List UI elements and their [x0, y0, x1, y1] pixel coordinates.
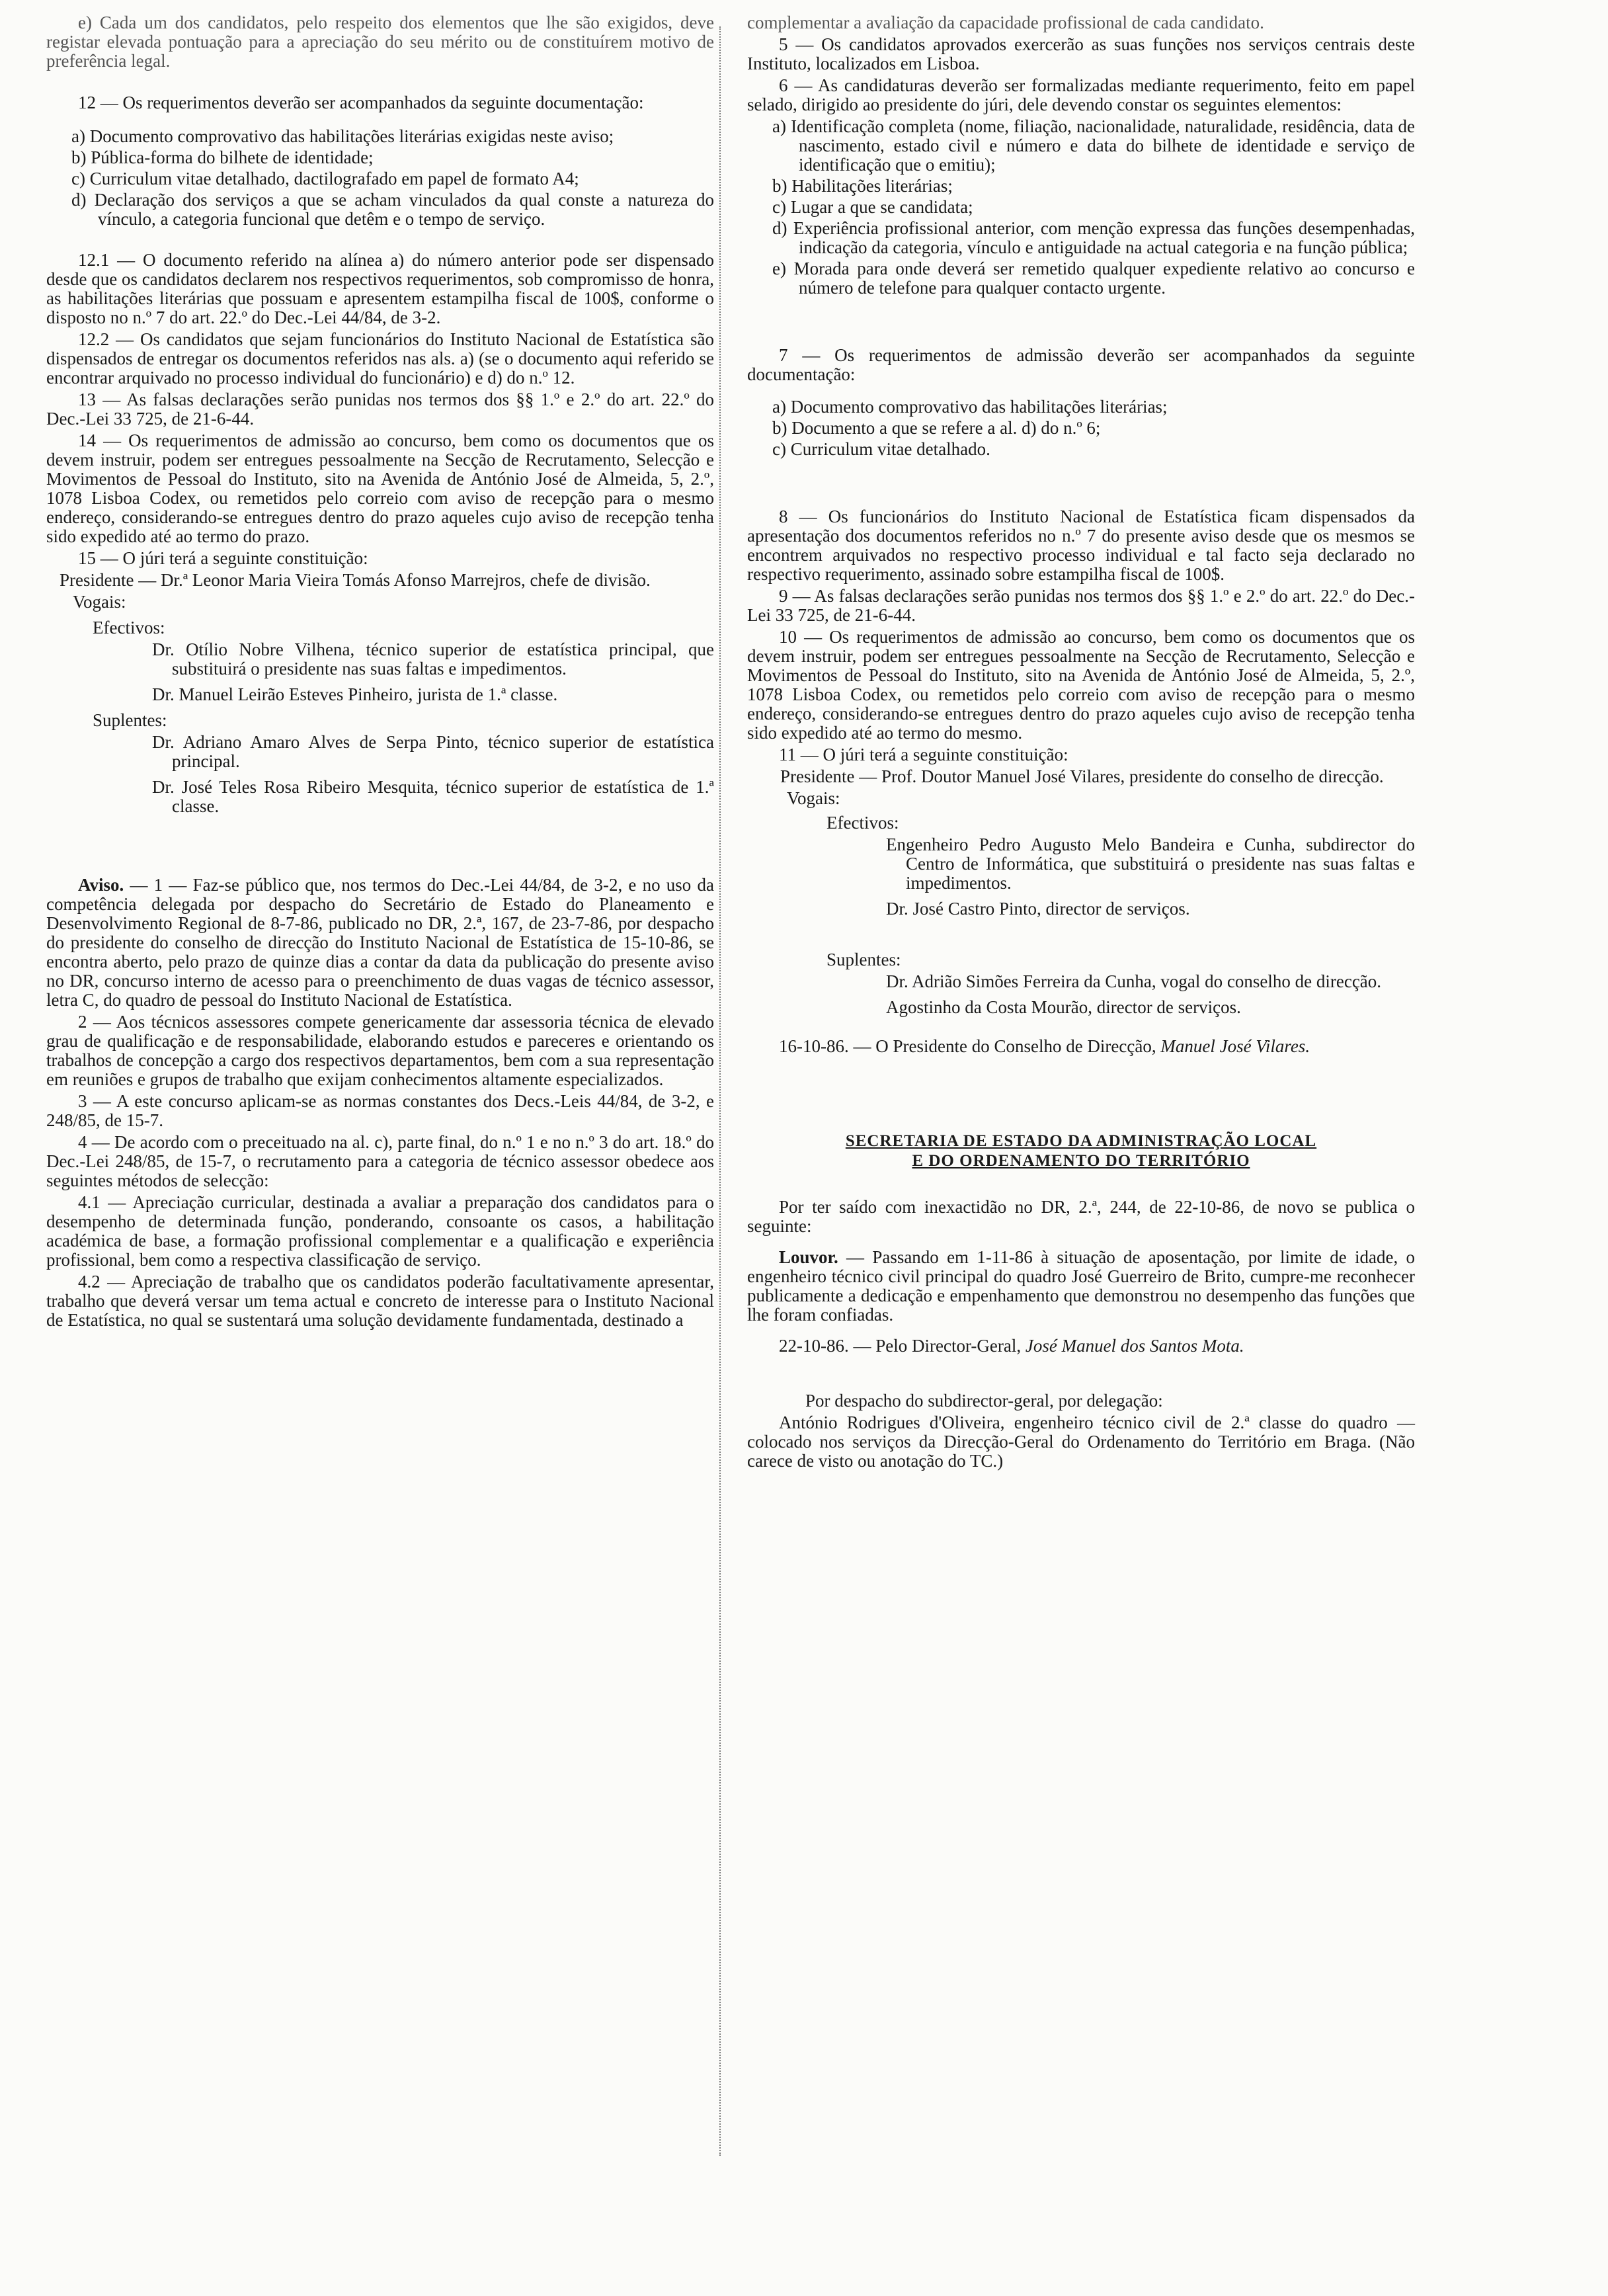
aviso-1: Aviso. — 1 — Faz-se público que, nos termos do Dec.-Lei 44/84, de 3-2, e no uso da competência delegada por despacho do Secretário de Estado do Planeamento e Desenvolvimento Regional de 8-7-86, publicado no DR, 2.ª, 167, de 23-7-86, por despacho do presidente do conselho de direcção do Instituto Nacional de Estatística de 15-10-86, se encontra aberto, pelo prazo de quinze dias a contar da data da publicação do presente aviso no DR, concurso interno de acesso para o preenchimento de duas vagas de técnico assessor, letra C, do quadro de pessoal do Instituto Nacional de Estatística.	[46, 875, 714, 1010]
p6-item-b: b) Habilitações literárias;	[772, 176, 953, 196]
aviso-3: 3 — A este concurso aplicam-se as normas constantes dos Decs.-Leis 44/84, de 3-2, e 248/85, de 15-7.	[46, 1091, 714, 1130]
jury-president: Presidente — Dr.ª Leonor Maria Vieira Tomás Afonso Marrejros, chefe de divisão.	[60, 570, 651, 590]
suplente-member: Dr. Adriano Amaro Alves de Serpa Pinto, técnico superior de estatística principal.	[152, 732, 714, 771]
paragraph-8: 8 — Os funcionários do Instituto Nacional de Estatística ficam dispensados da apresentação dos documentos referidos no n.º 7 do presente aviso desde que os mesmos se encontrem arquivados no respectivo processo individual e tal facto seja declarado no respectivo requerimento, assinado sobre estampilha fiscal de 100$.	[747, 507, 1415, 584]
p12-item-c: c) Curriculum vitae detalhado, dactilografado em papel de formato A4;	[71, 169, 579, 188]
vogais-label: Vogais:	[73, 592, 126, 612]
despacho-heading: Por despacho do subdirector-geral, por delegação:	[805, 1391, 1163, 1411]
efetivo-member: Dr. Manuel Leirão Esteves Pinheiro, jurista de 1.ª classe.	[152, 684, 558, 704]
p7-item-b: b) Documento a que se refere a al. d) do n.º 6;	[772, 418, 1101, 438]
p6-item-c: c) Lugar a que se candidata;	[772, 197, 973, 217]
despacho-text: António Rodrigues d'Oliveira, engenheiro técnico civil de 2.ª classe do quadro — colocado nos serviços da Direcção-Geral do Ordenamento do Território em Braga. (Não carece de visto ou anotação do TC.)	[747, 1413, 1415, 1471]
paragraph-12: 12 — Os requerimentos deverão ser acompanhados da seguinte documentação:	[78, 93, 644, 112]
suplente-member: Dr. Adrião Simões Ferreira da Cunha, vogal do conselho de direcção.	[886, 971, 1382, 991]
left-column	[46, 13, 714, 1332]
paragraph-12-1: 12.1 — O documento referido na alínea a) do número anterior pode ser dispensado desde que os candidatos declarem nos respectivos requerimentos, sob compromisso de honra, as habilitações literárias que possuam e apresentem estampilha fiscal de 100$, conforme o disposto no n.º 7 do art. 22.º do Dec.-Lei 44/84, de 3-2.	[46, 250, 714, 327]
paragraph-12-2: 12.2 — Os candidatos que sejam funcionários do Instituto Nacional de Estatística são dispensados de entregar os documentos referidos nas als. a) (se o documento aqui referido se encontrar arquivado no processo individual do funcionário) e d) do n.º 12.	[46, 329, 714, 388]
paragraph-9: 9 — As falsas declarações serão punidas nos termos dos §§ 1.º e 2.º do art. 22.º do Dec.-Lei 33 725, de 21-6-44.	[747, 586, 1415, 625]
paragraph-15: 15 — O júri terá a seguinte constituição:	[78, 548, 368, 568]
aviso-4: 4 — De acordo com o preceituado na al. c), parte final, do n.º 1 e no n.º 3 do art. 18.º do Dec.-Lei 248/85, de 15-7, o recrutamento para a categoria de técnico assessor obedece aos seguintes métodos de selecção:	[46, 1132, 714, 1190]
suplentes-label: Suplentes:	[93, 710, 167, 730]
aviso-2: 2 — Aos técnicos assessores compete genericamente dar assessoria técnica de elevado grau de qualificação e de responsabilidade, elaborando estudos e pareceres e orientando os trabalhos de concepção a cargo dos respectivos departamentos, bem com a sua representação em reuniões e grupos de trabalho que exijam conhecimentos altamente especializados.	[46, 1012, 714, 1089]
p12-item-a: a) Documento comprovativo das habilitações literárias exigidas neste aviso;	[71, 126, 614, 146]
signature-line: 16-10-86. — O Presidente do Conselho de Direcção, Manuel José Vilares.	[779, 1036, 1310, 1056]
section-title: SECRETARIA DE ESTADO DA ADMINISTRAÇÃO LOCAL	[845, 1132, 1317, 1150]
column-divider	[719, 26, 721, 2156]
p12-item-b: b) Pública-forma do bilhete de identidade;	[71, 147, 374, 167]
paragraph-13: 13 — As falsas declarações serão punidas nos termos dos §§ 1.º e 2.º do art. 22.º do Dec.-Lei 33 725, de 21-6-44.	[46, 390, 714, 429]
vogais-label: Vogais:	[787, 788, 840, 808]
p6-item-a: a) Identificação completa (nome, filiação, nacionalidade, naturalidade, residência, data de nascimento, estado civil e número e data do bilhete de identidade e serviço de identificação que o emitiu);	[772, 116, 1416, 175]
p6-item-e: e) Morada para onde deverá ser remetido qualquer expediente relativo ao concurso e número de telefone para qualquer contacto urgente.	[772, 259, 1415, 298]
paragraph-7: 7 — Os requerimentos de admissão deverão ser acompanhados da seguinte documentação:	[747, 345, 1415, 384]
efetivo-member: Dr. José Castro Pinto, director de serviços.	[886, 899, 1190, 919]
p12-item-d: d) Declaração dos serviços a que se acham vinculados da qual conste a natureza do vínculo, a categoria funcional que detêm e o tempo de serviço.	[71, 190, 715, 229]
efetivo-member: Engenheiro Pedro Augusto Melo Bandeira e Cunha, subdirector do Centro de Informática, que substituirá o presidente nas suas faltas e impedimentos.	[886, 835, 1415, 893]
p6-item-d: d) Experiência profissional anterior, com menção expressa das funções desempenhadas, indicação da categoria, vínculo e antiguidade na actual categoria e na função pública;	[772, 218, 1415, 257]
aviso-4-1: 4.1 — Apreciação curricular, destinada a avaliar a preparação dos candidatos para o desempenho de determinada função, ponderando, consoante os casos, a habilitação académica de base, a formação profissional complementar e a qualificação e experiência profissional, bem como a respectiva classificação de serviço.	[46, 1192, 714, 1270]
section-title: E DO ORDENAMENTO DO TERRITÓRIO	[912, 1152, 1250, 1170]
efetivos-label: Efectivos:	[93, 618, 165, 637]
paragraph-6: 6 — As candidaturas deverão ser formalizadas mediante requerimento, feito em papel selado, dirigido ao presidente do júri, dele devendo constar os seguintes elementos:	[747, 75, 1415, 114]
suplente-member: Agostinho da Costa Mourão, director de serviços.	[886, 997, 1241, 1017]
right-continuation: complementar a avaliação da capacidade profissional de cada candidato.	[747, 13, 1264, 32]
louvor-paragraph: Louvor. — Passando em 1-11-86 à situação de aposentação, por limite de idade, o engenheiro técnico civil principal do quadro José Guerreiro de Brito, cumpre-me reconhecer publicamente a dedicação e empenhamento que demonstrou no desempenho das funções que lhe foram confiadas.	[747, 1247, 1415, 1325]
paragraph-5: 5 — Os candidatos aprovados exercerão as suas funções nos serviços centrais deste Instituto, localizados em Lisboa.	[747, 34, 1415, 73]
efetivos-label: Efectivos:	[826, 813, 899, 833]
paragraph-10: 10 — Os requerimentos de admissão ao concurso, bem como os documentos que os devem instruir, podem ser entregues pessoalmente na Secção de Recrutamento, Selecção e Movimentos de Pessoal do Instituto, sito na Avenida de António José de Almeida, 5, 2.º, 1078 Lisboa Codex, ou remetidos pelo correio com aviso de recepção para o mesmo endereço, considerando-se entregues dentro do prazo aqueles cujo aviso de recepção tenha sido expedido até ao termo do mesmo.	[747, 627, 1415, 743]
suplente-member: Dr. José Teles Rosa Ribeiro Mesquita, técnico superior de estatística de 1.ª classe.	[152, 777, 714, 816]
correction-note: Por ter saído com inexactidão no DR, 2.ª, 244, de 22-10-86, de novo se publica o seguinte:	[747, 1197, 1415, 1236]
paragraph-14: 14 — Os requerimentos de admissão ao concurso, bem como os documentos que os devem instruir, podem ser entregues pessoalmente na Secção de Recrutamento, Selecção e Movimentos de Pessoal do Instituto, sito na Avenida de António José de Almeida, 5, 2.º, 1078 Lisboa Codex, ou remetidos pelo correio com aviso de recepção para o mesmo endereço, considerando-se entregues dentro do prazo aqueles cujo aviso de recepção tenha sido expedido até ao termo do prazo.	[46, 430, 714, 546]
p7-item-a: a) Documento comprovativo das habilitações literárias;	[772, 397, 1168, 417]
p7-item-c: c) Curriculum vitae detalhado.	[772, 439, 990, 459]
aviso-4-2: 4.2 — Apreciação de trabalho que os candidatos poderão facultativamente apresentar, trabalho que deverá versar um tema actual e concreto de interesse para o Instituto Nacional de Estatística, no qual se sustentará uma solução devidamente fundamentada, destinado a	[46, 1272, 714, 1330]
right-column	[747, 13, 1415, 1473]
efetivo-member: Dr. Otílio Nobre Vilhena, técnico superior de estatística principal, que substituirá o presidente nas suas faltas e impedimentos.	[152, 639, 714, 678]
louvor-signature: 22-10-86. — Pelo Director-Geral, José Manuel dos Santos Mota.	[779, 1336, 1244, 1356]
jury-president: Presidente — Prof. Doutor Manuel José Vilares, presidente do conselho de direcção.	[780, 766, 1384, 786]
paragraph-11: 11 — O júri terá a seguinte constituição:	[779, 745, 1068, 764]
left-intro: e) Cada um dos candidatos, pelo respeito dos elementos que lhe são exigidos, deve registar elevada pontuação para a apreciação do seu mérito ou de constituírem motivo de preferência legal.	[46, 13, 714, 71]
suplentes-label: Suplentes:	[826, 950, 901, 969]
